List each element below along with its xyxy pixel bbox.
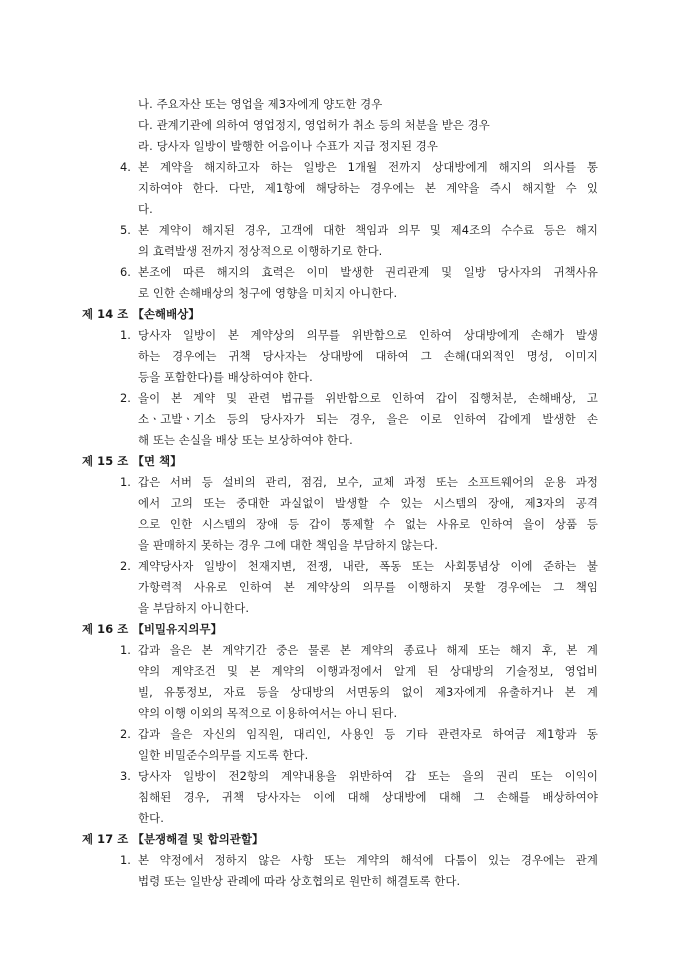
item-number: 1. — [120, 853, 131, 867]
paragraph-line: 하는 경우에는 귀책 당사자는 상대방에 대하여 그 손해(대외적인 명성, 이미지 — [138, 349, 598, 363]
item-number: 2. — [120, 391, 131, 405]
paragraph-line: 소ㆍ고발ㆍ기소 등의 당사자가 되는 경우, 을은 이로 인하여 갑에게 발생한 손 — [138, 412, 598, 426]
item-number: 1. — [120, 475, 131, 489]
paragraph-line: 법령 또는 일반상 관례에 따라 상호협의로 원만히 해결토록 한다. — [138, 874, 461, 888]
paragraph-line: 을이 본 계약 및 관련 법규를 위반함으로 인하여 갑이 집행처분, 손해배상, 고 — [138, 391, 598, 405]
paragraph-line: 당사자 일방이 본 계약상의 의무를 위반함으로 인하여 상대방에게 손해가 발생 — [138, 328, 598, 342]
item-number: 1. — [120, 643, 131, 657]
paragraph-line: 을 부담하지 아니한다. — [138, 601, 250, 615]
paragraph-line: 일한 비밀준수의무를 지도록 한다. — [138, 748, 309, 762]
paragraph-line: 갑은 서버 등 설비의 관리, 점검, 보수, 교체 과정 또는 소프트웨어의 운용 과정 — [138, 475, 598, 489]
paragraph-line: 본조에 따른 해지의 효력은 이미 발생한 권리관계 및 일방 당사자의 귀책사유 — [138, 265, 598, 279]
article-heading: 제 17 조 【분쟁해결 및 합의관할】 — [82, 832, 264, 846]
item-number: 6. — [120, 265, 131, 279]
paragraph-line: 등을 포함한다)를 배상하여야 한다. — [138, 370, 313, 384]
paragraph-line: 갑과 을은 본 계약기간 중은 물론 본 계약의 종료나 해제 또는 해지 후, 본 계 — [138, 643, 598, 657]
paragraph-line: 갑과 을은 자신의 임직원, 대리인, 사용인 등 기타 관련자로 하여금 제1항과 동 — [138, 727, 598, 741]
article-heading: 제 16 조 【비밀유지의무】 — [82, 622, 223, 636]
list-item: 나. 주요자산 또는 영업을 제3자에게 양도한 경우 — [138, 97, 383, 111]
paragraph-line: 침해된 경우, 귀책 당사자는 이에 대해 상대방에 대해 그 손해를 배상하여야 — [138, 790, 598, 804]
paragraph-line: 가항력적 사유로 인하여 본 계약상의 의무를 이행하지 못할 경우에는 그 책임 — [138, 580, 598, 594]
list-item: 라. 당사자 일방이 발행한 어음이나 수표가 지급 정지된 경우 — [138, 139, 438, 153]
paragraph-line: 을 판매하지 못하는 경우 그에 대한 책임을 부담하지 않는다. — [138, 538, 438, 552]
paragraph-line: 당사자 일방이 전2항의 계약내용을 위반하여 갑 또는 을의 권리 또는 이익이 — [138, 769, 598, 783]
item-number: 2. — [120, 727, 131, 741]
paragraph-line: 본 계약이 해지된 경우, 고객에 대한 책임과 의무 및 제4조의 수수료 등은 해지 — [138, 223, 598, 237]
paragraph-line: 해 또는 손실을 배상 또는 보상하여야 한다. — [138, 433, 353, 447]
paragraph-line: 본 계약을 해지하고자 하는 일방은 1개월 전까지 상대방에게 해지의 의사를 통 — [138, 160, 598, 174]
paragraph-line: 다. — [138, 202, 153, 216]
paragraph-line: 빌, 유통정보, 자료 등을 상대방의 서면동의 없이 제3자에게 유출하거나 본 계 — [138, 685, 598, 699]
paragraph-line: 본 약정에서 정하지 않은 사항 또는 계약의 해석에 다툼이 있는 경우에는 관계 — [138, 853, 598, 867]
paragraph-line: 한다. — [138, 811, 164, 825]
paragraph-line: 에서 고의 또는 중대한 과실없이 발생할 수 있는 시스템의 장애, 제3자의 공격 — [138, 496, 598, 510]
paragraph-line: 지하여야 한다. 다만, 제1항에 해당하는 경우에는 본 계약을 즉시 해지할 수 있 — [138, 181, 598, 195]
paragraph-line: 으로 인한 시스템의 장애 등 갑이 통제할 수 없는 사유로 인하여 을이 상품 등 — [138, 517, 598, 531]
article-heading: 제 15 조 【면 책】 — [82, 454, 182, 468]
item-number: 4. — [120, 160, 131, 174]
paragraph-line: 약의 이행 이외의 목적으로 이용하여서는 아니 된다. — [138, 706, 398, 720]
item-number: 5. — [120, 223, 131, 237]
article-heading: 제 14 조 【손해배상】 — [82, 307, 200, 321]
item-number: 1. — [120, 328, 131, 342]
paragraph-line: 계약당사자 일방이 천재지변, 전쟁, 내란, 폭동 또는 사회통념상 이에 준하는 불 — [138, 559, 598, 573]
paragraph-line: 의 효력발생 전까지 정상적으로 이행하기로 한다. — [138, 244, 383, 258]
paragraph-line: 약의 계약조건 및 본 계약의 이행과정에서 알게 된 상대방의 기술정보, 영업비 — [138, 664, 598, 678]
item-number: 3. — [120, 769, 131, 783]
item-number: 2. — [120, 559, 131, 573]
paragraph-line: 로 인한 손해배상의 청구에 영향을 미치지 아니한다. — [138, 286, 398, 300]
list-item: 다. 관계기관에 의하여 영업정지, 영업허가 취소 등의 처분을 받은 경우 — [138, 118, 490, 132]
